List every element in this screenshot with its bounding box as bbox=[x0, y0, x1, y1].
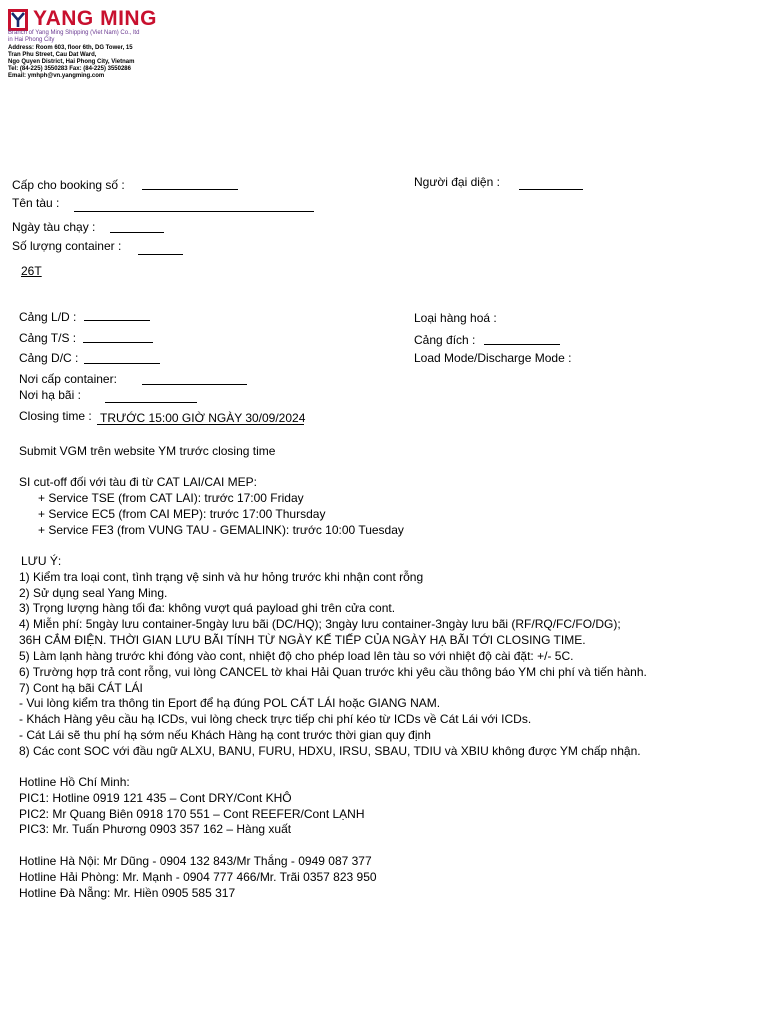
booking-number-label: Cấp cho booking số : bbox=[12, 178, 125, 192]
note-line: 2) Sử dụng seal Yang Ming. bbox=[19, 586, 168, 600]
si-cutoff-item: + Service TSE (from CAT LAI): trước 17:00 Friday bbox=[38, 491, 304, 505]
booking-number-field[interactable] bbox=[142, 189, 238, 190]
note-line: 7) Cont hạ bãi CÁT LÁI bbox=[19, 681, 143, 695]
note-line: 6) Trường hợp trả cont rỗng, vui lòng CANCEL tờ khai Hải Quan trước khi yêu cầu thông báo YM chi phí và tiến hành. bbox=[19, 665, 647, 679]
yang-ming-logo-icon bbox=[8, 9, 28, 31]
closing-time-label: Closing time : bbox=[19, 409, 92, 423]
return-location-label: Nơi hạ bãi : bbox=[19, 388, 81, 402]
container-qty-field[interactable] bbox=[138, 254, 183, 255]
si-cutoff-item: + Service FE3 (from VUNG TAU - GEMALINK): trước 10:00 Tuesday bbox=[38, 523, 404, 537]
closing-time-underline bbox=[97, 424, 304, 425]
cargo-type-label: Loại hàng hoá : bbox=[414, 311, 497, 325]
note-line: - Vui lòng kiểm tra thông tin Eport để hạ đúng POL CÁT LÁI hoặc GIANG NAM. bbox=[19, 696, 441, 710]
hotline-hcm-line: PIC1: Hotline 0919 121 435 – Cont DRY/Cont KHÔ bbox=[19, 791, 292, 805]
note-line: 36H CẮM ĐIỆN. THỜI GIAN LƯU BÃI TÍNH TỪ NGÀY KẾ TIẾP CỦA NGÀY HẠ BÃI TỚI CLOSING TIME. bbox=[19, 633, 586, 647]
hotline-danang: Hotline Đà Nẵng: Mr. Hiền 0905 585 317 bbox=[19, 886, 236, 900]
note-line: 8) Các cont SOC với đầu ngữ ALXU, BANU, FURU, HDXU, IRSU, SBAU, TDIU và XBIU không được YM chấp nhận. bbox=[19, 744, 641, 758]
vgm-note: Submit VGM trên website YM trước closing time bbox=[19, 444, 276, 458]
port-of-loading-label: Cảng L/D : bbox=[19, 310, 77, 324]
hotline-hcm-title: Hotline Hồ Chí Minh: bbox=[19, 775, 130, 789]
port-of-loading-field[interactable] bbox=[84, 320, 150, 321]
hotline-hcm-line: PIC3: Mr. Tuấn Phương 0903 357 162 – Hàng xuất bbox=[19, 822, 292, 836]
pickup-location-field[interactable] bbox=[142, 384, 247, 385]
note-line: - Cát Lái sẽ thu phí hạ sớm nếu Khách Hàng hạ cont trước thời gian quy định bbox=[19, 728, 431, 742]
note-line: 5) Làm lạnh hàng trước khi đóng vào cont, nhiệt độ cho phép load lên tàu so với nhiệt độ cài đặt: +/- 5C. bbox=[19, 649, 574, 663]
vessel-name-field[interactable] bbox=[74, 211, 314, 212]
representative-label: Người đại diện : bbox=[414, 175, 500, 189]
destination-port-label: Cảng đích : bbox=[414, 333, 476, 347]
sailing-date-field[interactable] bbox=[110, 232, 164, 233]
hotline-hcm-line: PIC2: Mr Quang Biên 0918 170 551 – Cont REEFER/Cont LẠNH bbox=[19, 807, 365, 821]
destination-port-field[interactable] bbox=[484, 344, 560, 345]
si-cutoff-item: + Service EC5 (from CAI MEP): trước 17:00 Thursday bbox=[38, 507, 326, 521]
pickup-location-label: Nơi cấp container: bbox=[19, 372, 117, 386]
note-line: 1) Kiểm tra loại cont, tình trạng vệ sinh và hư hỏng trước khi nhận cont rỗng bbox=[19, 570, 424, 584]
hotline-hanoi: Hotline Hà Nội: Mr Dũng - 0904 132 843/Mr Thắng - 0949 087 377 bbox=[19, 854, 372, 868]
notes-title: LƯU Ý: bbox=[21, 554, 62, 568]
load-mode-label: Load Mode/Discharge Mode : bbox=[414, 351, 572, 365]
container-qty-label: Số lượng container : bbox=[12, 239, 122, 253]
si-cutoff-title: SI cut-off đối với tàu đi từ CAT LAI/CAI MEP: bbox=[19, 475, 257, 489]
transshipment-port-label: Cảng T/S : bbox=[19, 331, 77, 345]
discharge-port-label: Cảng D/C : bbox=[19, 351, 79, 365]
closing-time-value: TRƯỚC 15:00 GIỜ NGÀY 30/09/2024 bbox=[100, 411, 306, 425]
representative-field[interactable] bbox=[519, 189, 583, 190]
transshipment-port-field[interactable] bbox=[83, 342, 153, 343]
company-address: Address: Room 603, floor 6th, DG Tower, 15 Tran Phu Street, Cau Dat Ward, Ngo Quyen District, Hai Phong City, Vietnam Tel: (84-225) 3550283 Fax: (84-225) 3550286 Email: ymhph@vn.yangming.com bbox=[8, 45, 135, 79]
note-line: 3) Trọng lượng hàng tối đa: không vượt quá payload ghi trên cửa cont. bbox=[19, 601, 396, 615]
sailing-date-label: Ngày tàu chạy : bbox=[12, 220, 96, 234]
brand-name: YANG MING bbox=[33, 7, 157, 30]
note-line: 4) Miễn phí: 5ngày lưu container-5ngày lưu bãi (DC/HQ); 3ngày lưu container-3ngày lưu bãi (RF/RQ/FC/FO/DG); bbox=[19, 617, 621, 631]
discharge-port-field[interactable] bbox=[84, 363, 160, 364]
branch-info: Branch of Yang Ming Shipping (Viet Nam) Co., ltd in Hai Phong City bbox=[8, 30, 140, 43]
container-type-value: 26T bbox=[21, 264, 42, 278]
note-line: - Khách Hàng yêu cầu hạ ICDs, vui lòng check trực tiếp chi phí kéo từ ICDs về Cát Lái với ICDs. bbox=[19, 712, 532, 726]
return-location-field[interactable] bbox=[105, 402, 197, 403]
hotline-haiphong: Hotline Hải Phòng: Mr. Mạnh - 0904 777 466/Mr. Trãi 0357 823 950 bbox=[19, 870, 377, 884]
vessel-name-label: Tên tàu : bbox=[12, 196, 60, 210]
